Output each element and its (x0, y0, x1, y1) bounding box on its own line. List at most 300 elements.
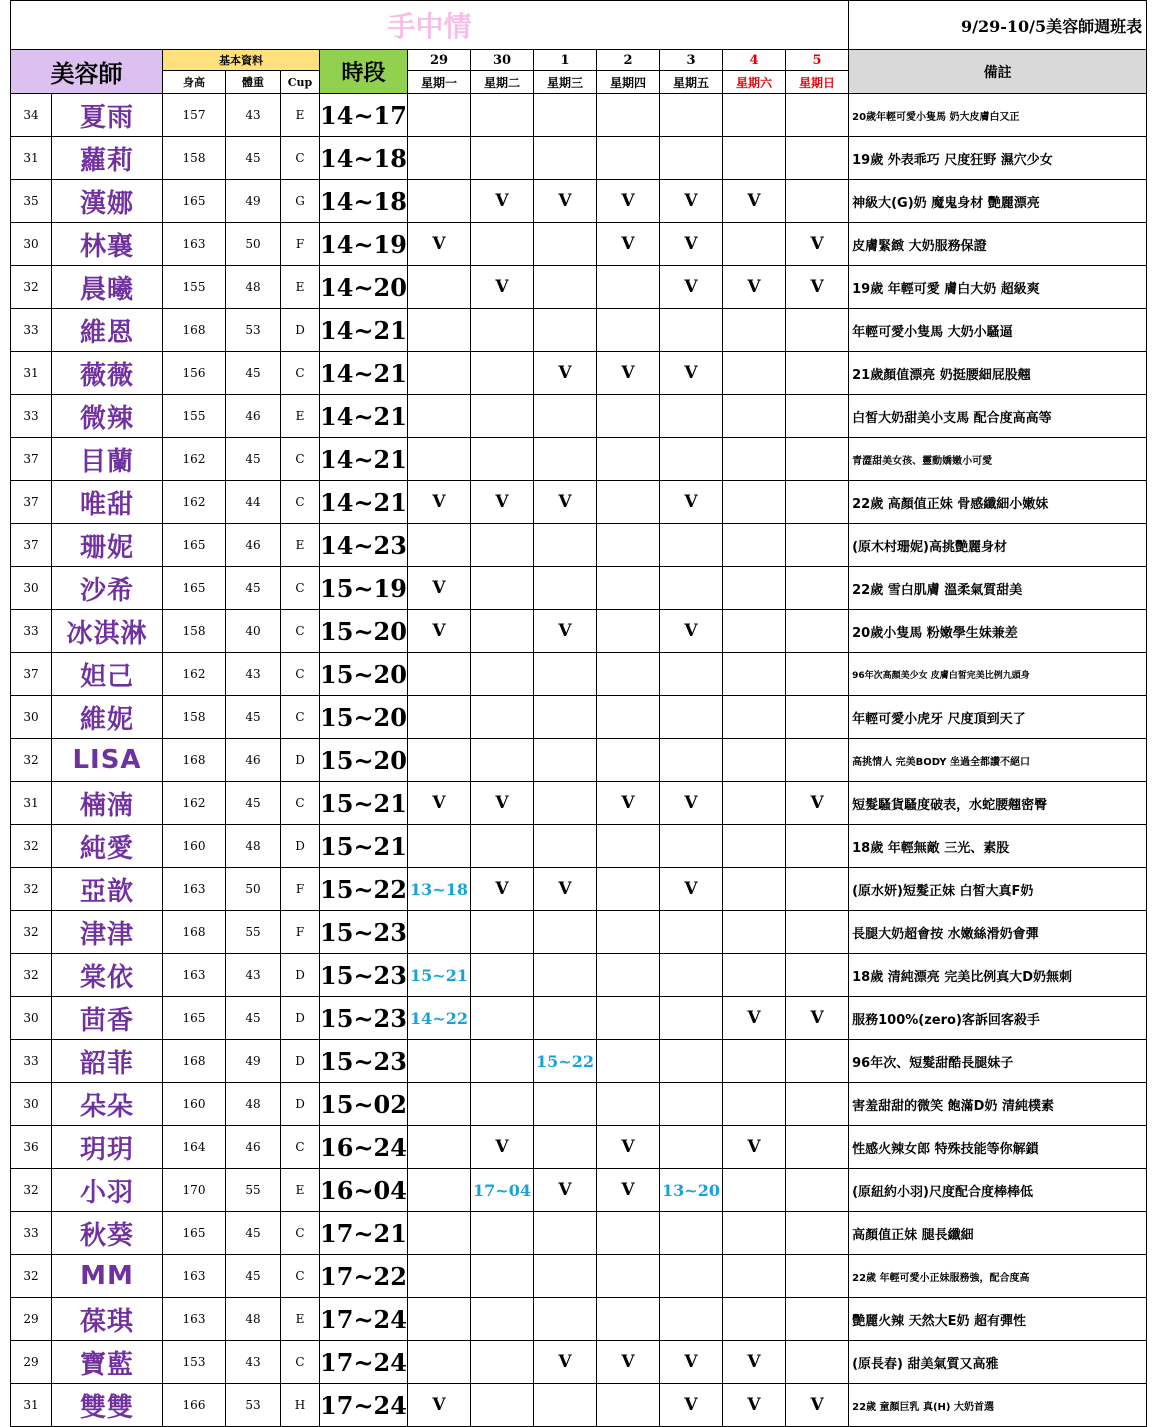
note-cell: (原木村珊妮)高挑艷麗身材 (849, 524, 1147, 567)
weight-cell: 50 (226, 223, 281, 266)
schedule-cell: 15~22 (534, 1040, 597, 1083)
schedule-cell (471, 911, 534, 954)
time-slot-cell: 17~24 (320, 1341, 408, 1384)
schedule-cell (534, 137, 597, 180)
note-cell: 高挑情人 完美BODY 坐過全都讚不絕口 (849, 739, 1147, 782)
time-slot-cell: 15~23 (320, 954, 408, 997)
table-row (11, 997, 1147, 1040)
weight-cell: 45 (226, 137, 281, 180)
time-slot-cell: 17~22 (320, 1255, 408, 1298)
note-cell: 性感火辣女郎 特殊技能等你解鎖 (849, 1126, 1147, 1169)
note-cell: (原長春) 甜美氣質又高雅 (849, 1341, 1147, 1384)
table-row (11, 94, 1147, 137)
schedule-cell (408, 911, 471, 954)
cup-cell: D (281, 997, 320, 1040)
note-cell: 高顏值正妹 腿長纖細 (849, 1212, 1147, 1255)
schedule-cell: V (660, 180, 723, 223)
schedule-cell (786, 1212, 849, 1255)
height-cell: 163 (163, 223, 226, 266)
schedule-cell: V (597, 782, 660, 825)
schedule-cell: V (408, 782, 471, 825)
schedule-cell (471, 610, 534, 653)
schedule-cell (408, 1169, 471, 1212)
schedule-cell (660, 137, 723, 180)
age-cell: 31 (11, 782, 52, 825)
header-time-slot: 時段 (320, 50, 408, 94)
weight-cell: 45 (226, 1255, 281, 1298)
weight-cell: 53 (226, 309, 281, 352)
schedule-cell (597, 1255, 660, 1298)
schedule-cell (723, 1298, 786, 1341)
schedule-cell (471, 1255, 534, 1298)
brand-title: 手中情 (11, 1, 849, 50)
age-cell: 32 (11, 1169, 52, 1212)
weight-cell: 48 (226, 1083, 281, 1126)
schedule-cell (471, 1384, 534, 1427)
age-cell: 31 (11, 352, 52, 395)
note-cell: 18歲 清純漂亮 完美比例真大D奶無刺 (849, 954, 1147, 997)
weight-cell: 45 (226, 567, 281, 610)
schedule-cell (534, 1083, 597, 1126)
schedule-cell: V (786, 1384, 849, 1427)
table-row (11, 309, 1147, 352)
schedule-cell (597, 954, 660, 997)
note-cell: 年輕可愛小虎牙 尺度頂到天了 (849, 696, 1147, 739)
height-cell: 164 (163, 1126, 226, 1169)
schedule-cell (660, 1083, 723, 1126)
age-cell: 32 (11, 1255, 52, 1298)
table-row (11, 352, 1147, 395)
schedule-cell (471, 825, 534, 868)
beautician-name: 茴香 (52, 997, 163, 1040)
weight-cell: 48 (226, 1298, 281, 1341)
schedule-cell: V (471, 782, 534, 825)
schedule-cell: V (597, 1341, 660, 1384)
schedule-cell: V (723, 1384, 786, 1427)
table-row (11, 653, 1147, 696)
schedule-cell (471, 567, 534, 610)
cup-cell: E (281, 1169, 320, 1212)
schedule-cell (786, 352, 849, 395)
table-row (11, 696, 1147, 739)
schedule-cell (597, 1384, 660, 1427)
weight-cell: 43 (226, 1341, 281, 1384)
cup-cell: D (281, 1083, 320, 1126)
schedule-cell (723, 481, 786, 524)
schedule-cell: V (534, 610, 597, 653)
weight-cell: 43 (226, 653, 281, 696)
schedule-cell (534, 1212, 597, 1255)
schedule-cell: V (534, 481, 597, 524)
header-weekday: 星期二 (471, 71, 534, 94)
weight-cell: 40 (226, 610, 281, 653)
table-row (11, 610, 1147, 653)
note-cell: 年輕可愛小隻馬 大奶小騷逼 (849, 309, 1147, 352)
schedule-cell (597, 868, 660, 911)
schedule-cell (723, 954, 786, 997)
beautician-name: 冰淇淋 (52, 610, 163, 653)
height-cell: 153 (163, 1341, 226, 1384)
schedule-cell (408, 438, 471, 481)
cup-cell: C (281, 1255, 320, 1298)
cup-cell: D (281, 825, 320, 868)
schedule-cell (534, 1126, 597, 1169)
schedule-cell (597, 1083, 660, 1126)
time-slot-cell: 14~20 (320, 266, 408, 309)
age-cell: 37 (11, 653, 52, 696)
beautician-name: 韶菲 (52, 1040, 163, 1083)
schedule-cell (597, 825, 660, 868)
schedule-cell (660, 438, 723, 481)
cup-cell: H (281, 1384, 320, 1427)
schedule-cell: V (660, 1341, 723, 1384)
schedule-cell (723, 438, 786, 481)
schedule-cell (408, 1040, 471, 1083)
schedule-cell (786, 1255, 849, 1298)
schedule-cell (723, 137, 786, 180)
schedule-cell (471, 395, 534, 438)
schedule-cell (786, 1083, 849, 1126)
time-slot-cell: 14~21 (320, 481, 408, 524)
schedule-cell (660, 653, 723, 696)
height-cell: 163 (163, 954, 226, 997)
schedule-cell (534, 438, 597, 481)
time-slot-cell: 17~21 (320, 1212, 408, 1255)
schedule-cell (723, 1040, 786, 1083)
schedule-cell (786, 1169, 849, 1212)
height-cell: 162 (163, 481, 226, 524)
schedule-cell: V (723, 1126, 786, 1169)
cup-cell: C (281, 696, 320, 739)
schedule-cell (471, 352, 534, 395)
height-cell: 158 (163, 696, 226, 739)
schedule-cell (534, 782, 597, 825)
schedule-cell (471, 997, 534, 1040)
note-cell: 短髮騷貨騷度破表，水蛇腰翹密臀 (849, 782, 1147, 825)
schedule-cell (786, 137, 849, 180)
height-cell: 162 (163, 653, 226, 696)
table-row (11, 395, 1147, 438)
cup-cell: E (281, 94, 320, 137)
schedule-cell (534, 653, 597, 696)
note-cell: 22歲 年輕可愛小正妹服務強，配合度高 (849, 1255, 1147, 1298)
time-slot-cell: 14~21 (320, 438, 408, 481)
header-notes: 備註 (849, 50, 1147, 94)
schedule-cell (597, 1298, 660, 1341)
table-row (11, 223, 1147, 266)
schedule-cell (471, 653, 534, 696)
height-cell: 165 (163, 524, 226, 567)
header-weight: 體重 (226, 71, 281, 94)
schedule-cell (660, 954, 723, 997)
schedule-cell (534, 567, 597, 610)
schedule-cell (408, 309, 471, 352)
note-cell: 22歲 童顏巨乳 真(H) 大奶首選 (849, 1384, 1147, 1427)
cup-cell: C (281, 438, 320, 481)
schedule-cell: V (534, 180, 597, 223)
header-row-1 (11, 50, 1147, 71)
table-row (11, 911, 1147, 954)
schedule-cell (597, 653, 660, 696)
schedule-cell (471, 1083, 534, 1126)
age-cell: 37 (11, 481, 52, 524)
schedule-cell (471, 438, 534, 481)
height-cell: 158 (163, 137, 226, 180)
age-cell: 37 (11, 524, 52, 567)
beautician-name: 珊妮 (52, 524, 163, 567)
time-slot-cell: 14~18 (320, 180, 408, 223)
schedule-cell: V (408, 481, 471, 524)
weight-cell: 45 (226, 352, 281, 395)
header-weekday: 星期五 (660, 71, 723, 94)
beautician-name: 晨曦 (52, 266, 163, 309)
schedule-cell (408, 1255, 471, 1298)
schedule-cell (534, 954, 597, 997)
schedule-cell: V (597, 352, 660, 395)
age-cell: 31 (11, 1384, 52, 1427)
header-height: 身高 (163, 71, 226, 94)
schedule-cell: V (534, 868, 597, 911)
table-row (11, 868, 1147, 911)
age-cell: 29 (11, 1298, 52, 1341)
schedule-cell: 14~22 (408, 997, 471, 1040)
schedule-cell (471, 1341, 534, 1384)
age-cell: 33 (11, 309, 52, 352)
schedule-cell (786, 180, 849, 223)
schedule-cell (723, 653, 786, 696)
table-row (11, 438, 1147, 481)
schedule-cell (660, 1040, 723, 1083)
note-cell: 19歲 年輕可愛 膚白大奶 超級爽 (849, 266, 1147, 309)
schedule-cell (534, 94, 597, 137)
schedule-cell (660, 309, 723, 352)
schedule-cell: V (408, 610, 471, 653)
note-cell: 皮膚緊緻 大奶服務保證 (849, 223, 1147, 266)
schedule-cell (723, 352, 786, 395)
age-cell: 33 (11, 1040, 52, 1083)
header-weekday: 星期六 (723, 71, 786, 94)
height-cell: 163 (163, 868, 226, 911)
table-row (11, 266, 1147, 309)
weight-cell: 45 (226, 696, 281, 739)
age-cell: 33 (11, 1212, 52, 1255)
time-slot-cell: 14~18 (320, 137, 408, 180)
schedule-cell (723, 1083, 786, 1126)
schedule-cell (786, 653, 849, 696)
schedule-cell: V (660, 868, 723, 911)
schedule-cell: V (597, 180, 660, 223)
time-slot-cell: 15~21 (320, 825, 408, 868)
cup-cell: E (281, 1298, 320, 1341)
note-cell: 19歲 外表乖巧 尺度狂野 濕穴少女 (849, 137, 1147, 180)
weight-cell: 55 (226, 911, 281, 954)
beautician-name: 妲己 (52, 653, 163, 696)
weight-cell: 45 (226, 1212, 281, 1255)
schedule-cell (408, 524, 471, 567)
schedule-cell: V (786, 782, 849, 825)
height-cell: 166 (163, 1384, 226, 1427)
age-cell: 30 (11, 997, 52, 1040)
weight-cell: 46 (226, 524, 281, 567)
header-date: 2 (597, 50, 660, 71)
cup-cell: D (281, 309, 320, 352)
schedule-cell (408, 1341, 471, 1384)
cup-cell: D (281, 1040, 320, 1083)
height-cell: 170 (163, 1169, 226, 1212)
time-slot-cell: 16~04 (320, 1169, 408, 1212)
schedule-cell (723, 94, 786, 137)
cup-cell: C (281, 1126, 320, 1169)
schedule-cell (408, 1126, 471, 1169)
cup-cell: D (281, 739, 320, 782)
schedule-cell (660, 696, 723, 739)
schedule-cell (471, 696, 534, 739)
schedule-cell (786, 954, 849, 997)
schedule-cell (597, 696, 660, 739)
table-row (11, 1341, 1147, 1384)
table-row (11, 1126, 1147, 1169)
week-title: 9/29-10/5美容師週班表 (849, 1, 1147, 50)
weight-cell: 49 (226, 1040, 281, 1083)
beautician-name: 純愛 (52, 825, 163, 868)
table-row (11, 782, 1147, 825)
time-slot-cell: 15~20 (320, 653, 408, 696)
beautician-name: 秋葵 (52, 1212, 163, 1255)
schedule-cell (597, 997, 660, 1040)
schedule-cell (534, 1255, 597, 1298)
table-row (11, 524, 1147, 567)
age-cell: 31 (11, 137, 52, 180)
schedule-cell: V (660, 481, 723, 524)
schedule-cell: 17~04 (471, 1169, 534, 1212)
schedule-cell (723, 524, 786, 567)
title-row (11, 1, 1147, 50)
schedule-cell (786, 825, 849, 868)
time-slot-cell: 15~20 (320, 739, 408, 782)
schedule-cell (786, 1298, 849, 1341)
schedule-cell (786, 309, 849, 352)
schedule-cell (723, 1212, 786, 1255)
schedule-cell (534, 696, 597, 739)
schedule-cell (786, 696, 849, 739)
schedule-cell (786, 524, 849, 567)
table-row (11, 1384, 1147, 1427)
schedule-cell (786, 911, 849, 954)
schedule-cell (723, 868, 786, 911)
cup-cell: C (281, 481, 320, 524)
beautician-name: 寶藍 (52, 1341, 163, 1384)
weight-cell: 44 (226, 481, 281, 524)
cup-cell: F (281, 868, 320, 911)
weight-cell: 43 (226, 94, 281, 137)
table-row (11, 825, 1147, 868)
schedule-cell: V (660, 1384, 723, 1427)
schedule-cell (723, 696, 786, 739)
age-cell: 36 (11, 1126, 52, 1169)
schedule-cell (534, 739, 597, 782)
schedule-cell (660, 825, 723, 868)
schedule-cell (723, 825, 786, 868)
table-row (11, 1169, 1147, 1212)
schedule-cell (597, 94, 660, 137)
time-slot-cell: 15~22 (320, 868, 408, 911)
weight-cell: 43 (226, 954, 281, 997)
age-cell: 30 (11, 1083, 52, 1126)
schedule-cell (786, 739, 849, 782)
time-slot-cell: 15~20 (320, 610, 408, 653)
time-slot-cell: 15~23 (320, 997, 408, 1040)
age-cell: 32 (11, 911, 52, 954)
schedule-cell (408, 395, 471, 438)
schedule-cell (408, 94, 471, 137)
schedule-cell (723, 911, 786, 954)
cup-cell: F (281, 223, 320, 266)
beautician-name: 亞歆 (52, 868, 163, 911)
table-row (11, 567, 1147, 610)
schedule-cell: V (597, 223, 660, 266)
schedule-cell: V (723, 180, 786, 223)
beautician-name: LISA (52, 739, 163, 782)
schedule-cell (660, 524, 723, 567)
age-cell: 32 (11, 266, 52, 309)
height-cell: 157 (163, 94, 226, 137)
time-slot-cell: 15~19 (320, 567, 408, 610)
cup-cell: C (281, 1341, 320, 1384)
schedule-cell: V (408, 567, 471, 610)
schedule-cell: V (471, 1126, 534, 1169)
table-row (11, 1083, 1147, 1126)
schedule-cell (471, 223, 534, 266)
schedule-cell: V (534, 1341, 597, 1384)
schedule-cell: V (471, 266, 534, 309)
table-row (11, 1040, 1147, 1083)
cup-cell: E (281, 524, 320, 567)
header-basic-info: 基本資料 (163, 50, 320, 71)
schedule-cell (471, 1040, 534, 1083)
age-cell: 33 (11, 395, 52, 438)
schedule-cell (786, 481, 849, 524)
schedule-cell (597, 309, 660, 352)
note-cell: 服務100%(zero)客訴回客殺手 (849, 997, 1147, 1040)
schedule-cell (534, 1298, 597, 1341)
beautician-name: 目蘭 (52, 438, 163, 481)
time-slot-cell: 15~23 (320, 911, 408, 954)
cup-cell: C (281, 352, 320, 395)
schedule-cell: V (786, 997, 849, 1040)
schedule-cell (408, 825, 471, 868)
height-cell: 165 (163, 997, 226, 1040)
note-cell: 害羞甜甜的微笑 飽滿D奶 清純樸素 (849, 1083, 1147, 1126)
schedule-cell (723, 739, 786, 782)
time-slot-cell: 14~19 (320, 223, 408, 266)
header-date: 29 (408, 50, 471, 71)
note-cell: 96年次、短髮甜酷長腿妹子 (849, 1040, 1147, 1083)
schedule-table (10, 0, 1147, 1427)
time-slot-cell: 14~21 (320, 395, 408, 438)
schedule-cell (534, 1384, 597, 1427)
beautician-name: 雙雙 (52, 1384, 163, 1427)
schedule-cell: V (471, 180, 534, 223)
height-cell: 158 (163, 610, 226, 653)
schedule-cell (723, 782, 786, 825)
beautician-name: 楠湳 (52, 782, 163, 825)
table-row (11, 954, 1147, 997)
time-slot-cell: 15~21 (320, 782, 408, 825)
schedule-cell (786, 395, 849, 438)
note-cell: 18歲 年輕無敵 三光、素股 (849, 825, 1147, 868)
time-slot-cell: 15~02 (320, 1083, 408, 1126)
note-cell: 長腿大奶超會按 水嫩絲滑奶會彈 (849, 911, 1147, 954)
